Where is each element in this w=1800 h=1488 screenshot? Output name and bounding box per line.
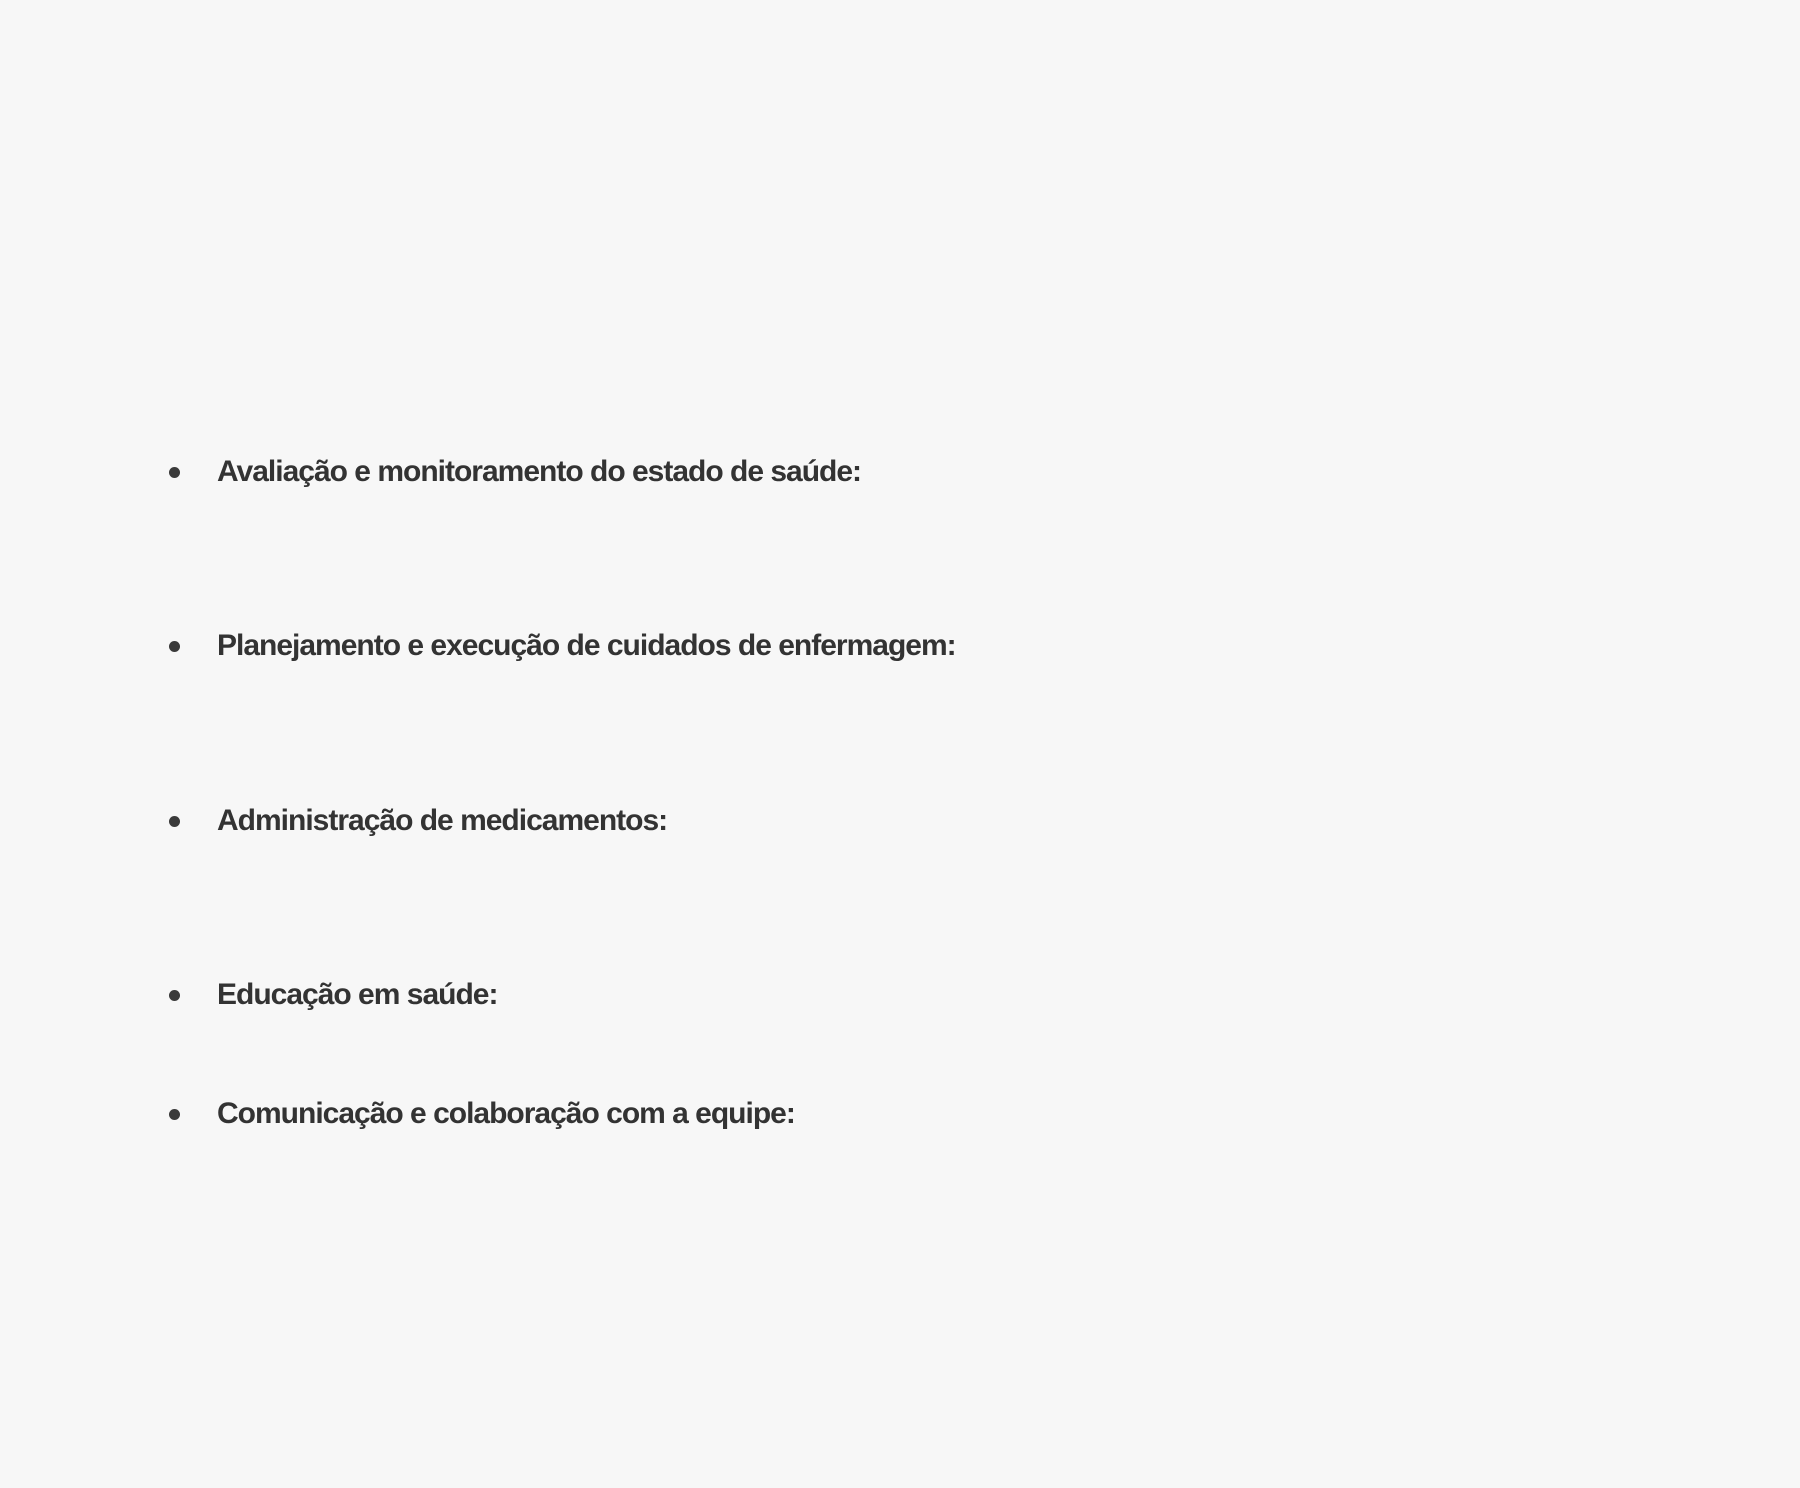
bullet-icon: [169, 1109, 180, 1120]
list-item: [0, 1090, 1800, 1138]
list-item: [0, 971, 1800, 1019]
list-item-label: Comunicação e colaboração com a equipe:: [217, 1097, 795, 1130]
list-item: [0, 448, 1800, 496]
list-item-label: Administração de medicamentos:: [217, 804, 668, 837]
bullet-icon: [169, 990, 180, 1001]
list-item-label: Planejamento e execução de cuidados de enfermagem:: [217, 629, 956, 662]
list-item-label: Educação em saúde:: [217, 978, 498, 1011]
list-item: [0, 622, 1800, 670]
bullet-icon: [169, 816, 180, 827]
list-item: [0, 797, 1800, 845]
bullet-icon: [169, 641, 180, 652]
list-item-label: Avaliação e monitoramento do estado de saúde:: [217, 455, 862, 488]
bullet-icon: [169, 467, 180, 478]
